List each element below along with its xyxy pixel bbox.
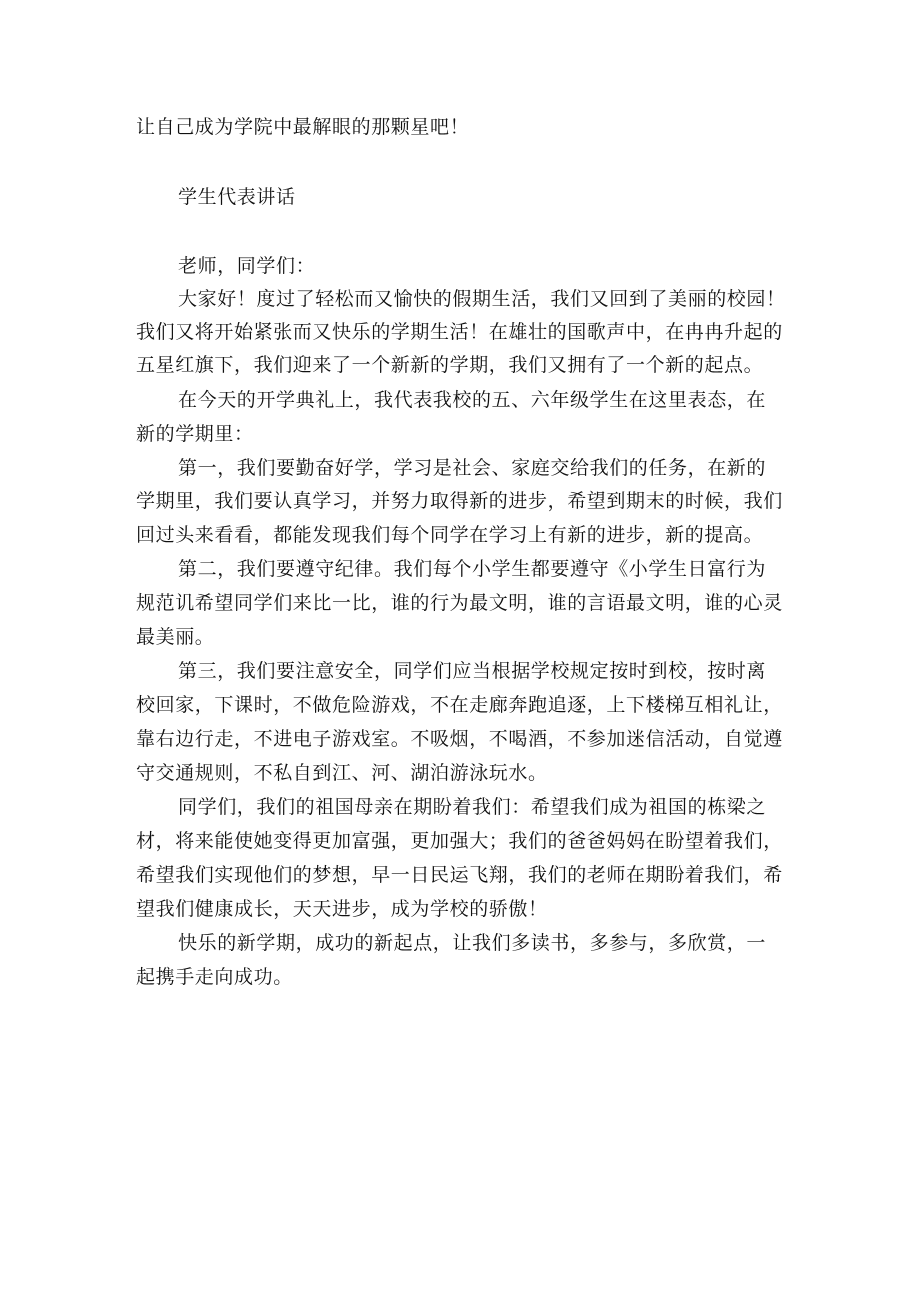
section-heading: 学生代表讲话: [178, 186, 296, 208]
text-line: 守交通规则，不私自到江、河、湖泊游泳玩水。: [136, 762, 548, 784]
text-line: 大家好！度过了轻松而又愉快的假期生活，我们又回到了美丽的校园！: [178, 288, 786, 310]
text-line: 望我们健康成长，天天进步，成为学校的骄傲！: [136, 898, 548, 920]
text-line: 第一，我们要勤奋好学，学习是社会、家庭交给我们的任务，在新的: [178, 457, 767, 479]
text-line: 同学们，我们的祖国母亲在期盼着我们：希望我们成为祖国的栋梁之: [178, 796, 767, 818]
text-line: 让自己成为学院中最解眼的那颗星吧！: [136, 116, 470, 138]
text-line: 五星红旗下，我们迎来了一个新新的学期，我们又拥有了一个新的起点。: [136, 354, 764, 376]
text-line: 材，将来能使她变得更加富强，更加强大；我们的爸爸妈妈在盼望着我们，: [136, 830, 783, 852]
text-line: 起携手走向成功。: [136, 966, 293, 988]
text-line: 靠右边行走，不进电子游戏室。不吸烟，不喝酒，不参加迷信活动，自觉遵: [136, 728, 783, 750]
text-line: 规范讥希望同学们来比一比，谁的行为最文明，谁的言语最文明，谁的心灵: [136, 592, 783, 614]
text-line: 在今天的开学典礼上，我代表我校的五、六年级学生在这里表态，在: [178, 389, 767, 411]
text-line: 校回家，下课时，不做危险游戏，不在走廊奔跑追逐，上下楼梯互相礼让，: [136, 694, 783, 716]
text-line: 最美丽。: [136, 626, 215, 648]
text-line: 回过头来看看，都能发现我们每个同学在学习上有新的进步，新的提高。: [136, 524, 764, 546]
text-line: 快乐的新学期，成功的新起点，让我们多读书，多参与，多欣赏，一: [178, 932, 767, 954]
text-line: 新的学期里：: [136, 423, 254, 445]
text-line: 希望我们实现他们的梦想，早一日民运飞翔，我们的老师在期盼着我们，希: [136, 864, 783, 886]
text-line: 第二，我们要遵守纪律。我们每个小学生都要遵守《小学生日富行为: [178, 558, 767, 580]
text-line: 学期里，我们要认真学习，并努力取得新的进步，希望到期末的时候，我们: [136, 490, 783, 512]
text-line: 我们又将开始紧张而又快乐的学期生活！在雄壮的国歌声中，在冉冉升起的: [136, 321, 783, 343]
text-line: 第三，我们要注意安全，同学们应当根据学校规定按时到校，按时离: [178, 660, 767, 682]
salutation: 老师，同学们：: [178, 255, 316, 277]
